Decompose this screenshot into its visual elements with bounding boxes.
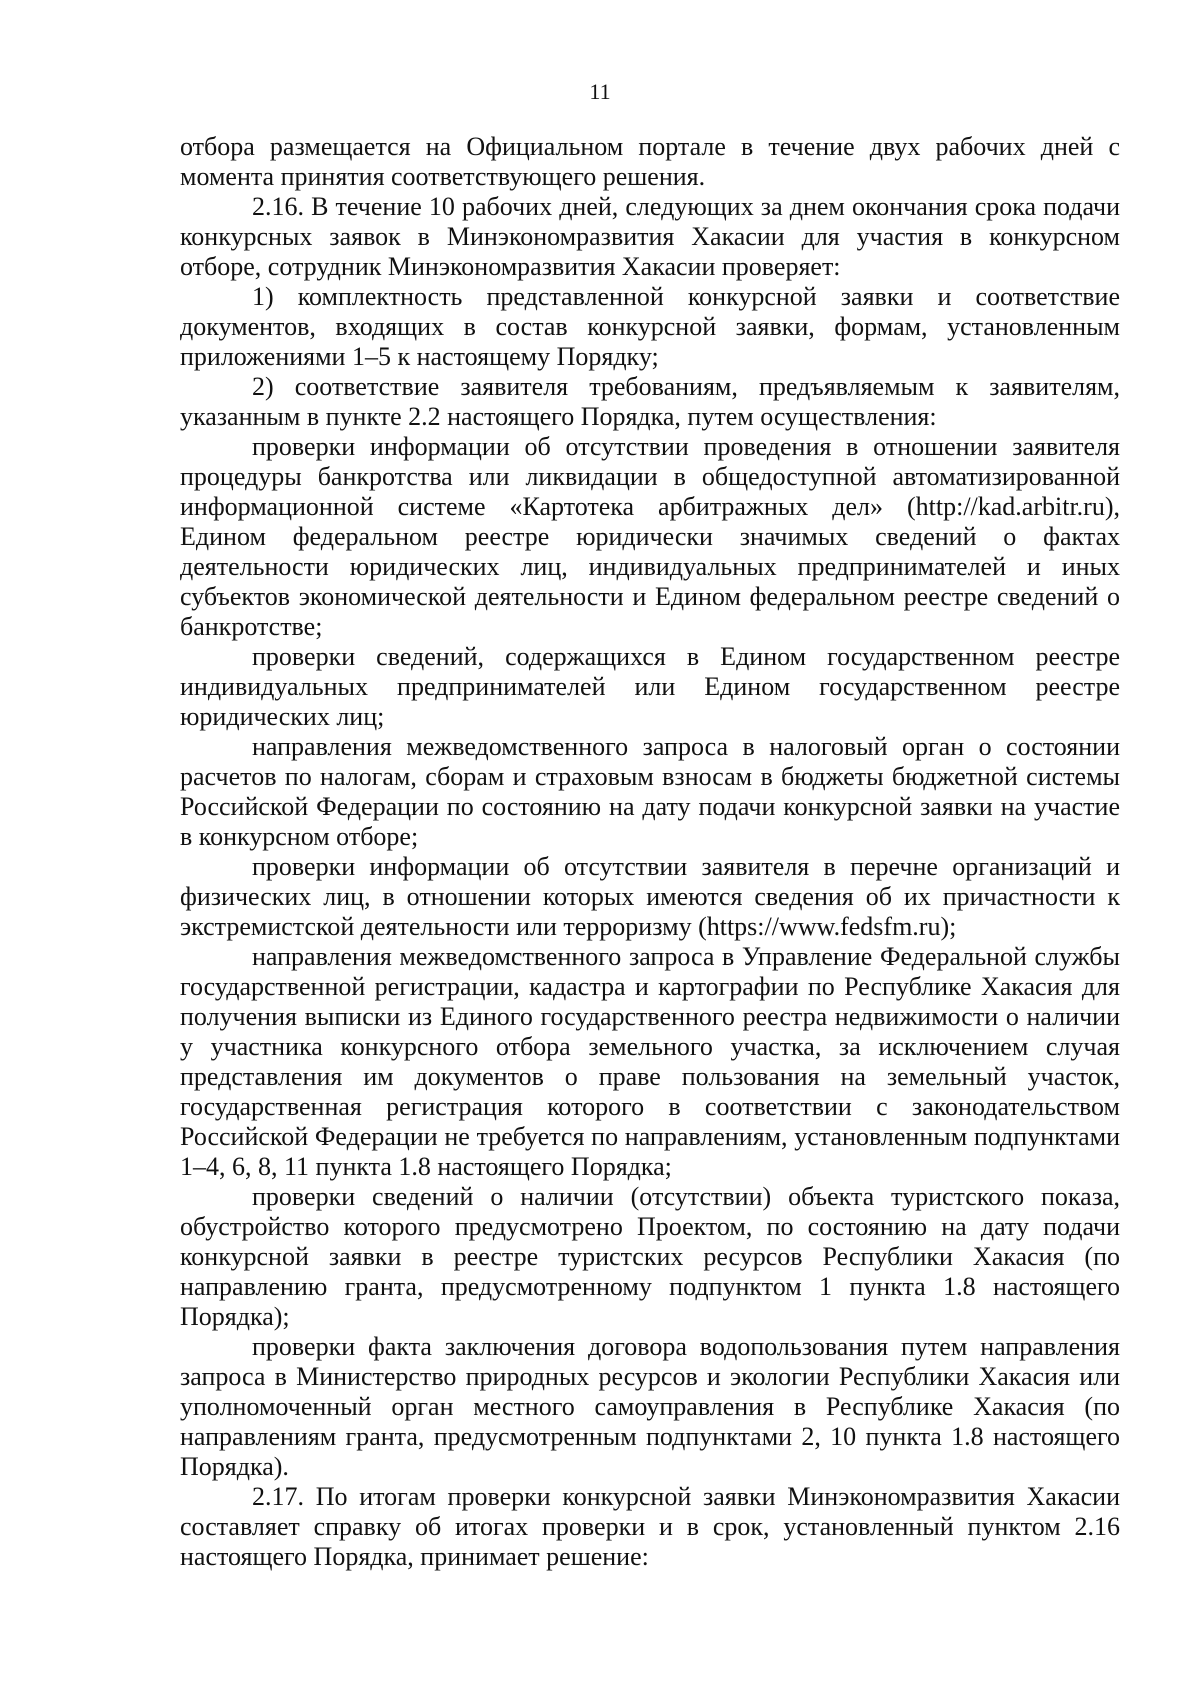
paragraph-2-16: 2.16. В течение 10 рабочих дней, следующих за днем окончания срока подачи конкурсных заявок в Минэкономразвития Хакасии для участия в конкурсном отборе, сотрудник Минэкономразвития Хакасии проверяет: xyxy=(180,192,1120,281)
paragraph-tourism-check: проверки сведений о наличии (отсутствии) объекта туристского показа, обустройство которого предусмотрено Проектом, по состоянию на дату подачи конкурсной заявки в реестре туристских ресурсов Республики Хакасия (по направлению гранта, предусмотренному подпунктом 1 пункта 1.8 настоящего Порядка); xyxy=(180,1182,1120,1331)
paragraph-item-1: 1) комплектность представленной конкурсной заявки и соответствие документов, входящих в состав конкурсной заявки, формам, установленным приложениями 1–5 к настоящему Порядку; xyxy=(180,282,1120,371)
page-number: 11 xyxy=(589,79,611,104)
paragraph-2-17: 2.17. По итогам проверки конкурсной заявки Минэкономразвития Хакасии составляет справку об итогах проверки и в срок, установленный пунктом 2.16 настоящего Порядка, принимает решение: xyxy=(180,1482,1120,1571)
paragraph-bankruptcy-check: проверки информации об отсутствии проведения в отношении заявителя процедуры банкротства или ликвидации в общедоступной автоматизированной информационной системе «Картотека арбитражных дел» (http://kad.arbitr.ru), Едином федеральном реестре юридически значимых сведений о фактах деятельности юридических лиц, индивидуальных предпринимателей и иных субъектов экономической деятельности и Едином федеральном реестре сведений о банкротстве; xyxy=(180,432,1120,641)
document-body xyxy=(180,132,1120,1572)
paragraph-item-2: 2) соответствие заявителя требованиям, предъявляемым к заявителям, указанным в пункте 2.2 настоящего Порядка, путем осуществления: xyxy=(180,372,1120,431)
paragraph-registry-check: проверки сведений, содержащихся в Едином государственном реестре индивидуальных предпринимателей или Едином государственном реестре юридических лиц; xyxy=(180,642,1120,731)
paragraph-water-use-check: проверки факта заключения договора водопользования путем направления запроса в Министерство природных ресурсов и экологии Республики Хакасия или уполномоченный орган местного самоуправления в Республике Хакасия (по направлениям гранта, предусмотренным подпунктами 2, 10 пункта 1.8 настоящего Порядка). xyxy=(180,1332,1120,1481)
paragraph-rosreestr-request: направления межведомственного запроса в Управление Федеральной службы государственной регистрации, кадастра и картографии по Республике Хакасия для получения выписки из Единого государственного реестра недвижимости о наличии у участника конкурсного отбора земельного участка, за исключением случая представления им документов о праве пользования на земельный участок, государственная регистрация которого в соответствии с законодательством Российской Федерации не требуется по направлениям, установленным подпунктами 1–4, 6, 8, 11 пункта 1.8 настоящего Порядка; xyxy=(180,942,1120,1181)
paragraph-extremism-check: проверки информации об отсутствии заявителя в перечне организаций и физических лиц, в отношении которых имеются сведения об их причастности к экстремистской деятельности или терроризму (https://www.fedsfm.ru); xyxy=(180,852,1120,941)
paragraph-tax-request: направления межведомственного запроса в налоговый орган о состоянии расчетов по налогам, сборам и страховым взносам в бюджеты бюджетной системы Российской Федерации по состоянию на дату подачи конкурсной заявки на участие в конкурсном отборе; xyxy=(180,732,1120,851)
paragraph-continuation: отбора размещается на Официальном портале в течение двух рабочих дней с момента принятия соответствующего решения. xyxy=(180,132,1120,191)
